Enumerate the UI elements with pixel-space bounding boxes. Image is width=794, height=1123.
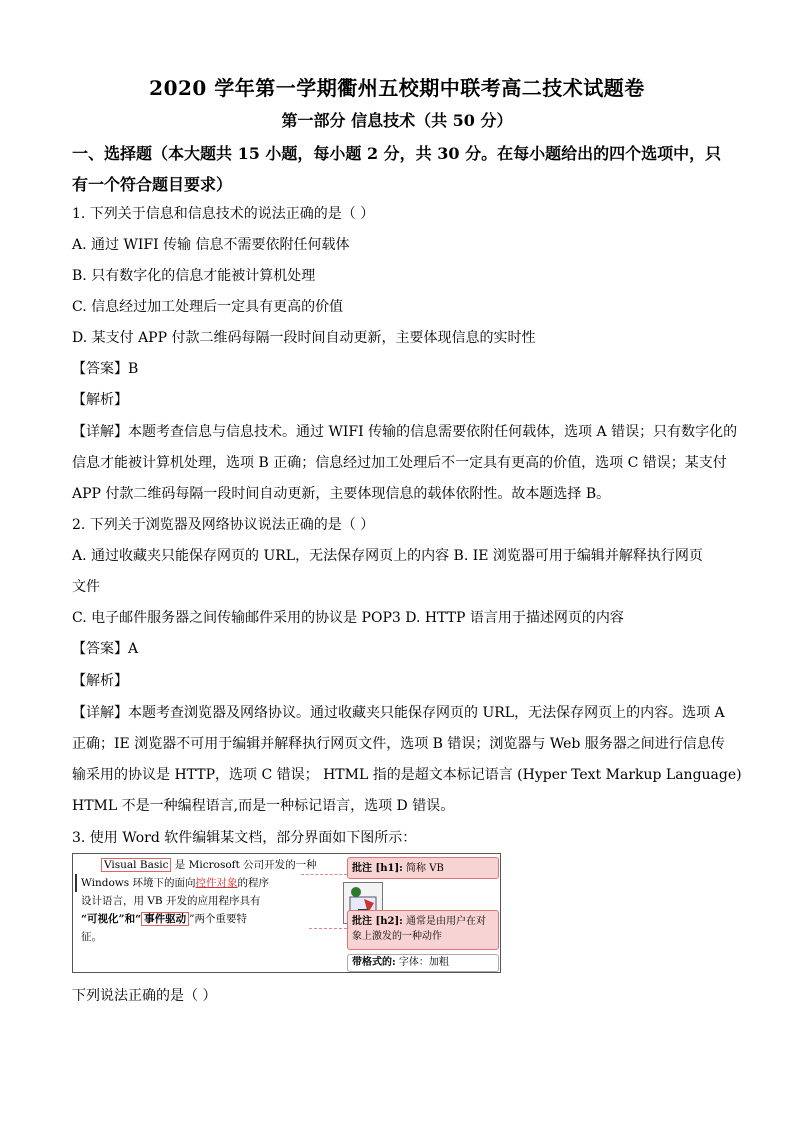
figure-document-text — [75, 856, 337, 946]
q2-analysis: 【解析】 — [72, 673, 128, 689]
q3-stem: 3. 使用 Word 软件编辑某文档，部分界面如下图所示： — [72, 830, 417, 846]
figure-highlight-event: 事件驱动 — [141, 912, 189, 926]
q1-option-c: C. 信息经过加工处理后一定具有更高的价值 — [72, 299, 344, 315]
figure-revision-mark: 控件对象 — [195, 877, 238, 889]
q2-detail-line1: 【详解】本题考查浏览器及网络协议。通过收藏夹只能保存网页的 URL，无法保存网页上的内容。选项 A — [72, 705, 725, 721]
q1-option-b: B. 只有数字化的信息才能被计算机处理 — [72, 268, 316, 284]
figure-highlight-vb: Visual Basic — [101, 858, 171, 872]
q1-detail-line1: 【详解】本题考查信息与信息技术。通过 WIFI 传输的信息需要依附任何载体，选项 A 错误；只有数字化的 — [72, 424, 738, 440]
q2-detail-line4: HTML 不是一种编程语言,而是一种标记语言，选项 D 错误。 — [72, 798, 455, 814]
format-change-box[interactable] — [347, 954, 499, 972]
q1-option-d: D. 某支付 APP 付款二维码每隔一段时间自动更新，主要体现信息的实时性 — [72, 330, 536, 346]
comment1-label: 批注 [h1]: — [352, 863, 403, 874]
q1-analysis: 【解析】 — [72, 392, 128, 408]
figure-text-line4a: “可视化”和“ — [81, 913, 142, 925]
part-subtitle: 第一部分 信息技术（共 50 分） — [281, 111, 513, 130]
exam-title: 2020 学年第一学期衢州五校期中联考高二技术试题卷 — [149, 76, 645, 100]
format-label: 带格式的: — [352, 957, 396, 968]
comment-box-h1[interactable] — [347, 857, 499, 879]
q2-options-cd: C. 电子邮件服务器之间传输邮件采用的协议是 POP3 D. HTTP 语言用于描述网页的内容 — [72, 610, 624, 626]
q2-stem: 2. 下列关于浏览器及网络协议说法正确的是（ ） — [72, 517, 375, 533]
comment-box-h2[interactable] — [347, 910, 499, 950]
comment2-label: 批注 [h2]: — [352, 916, 403, 927]
format-text: 字体：加粗 — [395, 957, 449, 968]
figure-text-line5: 征。 — [81, 931, 102, 943]
q3-followup: 下列说法正确的是（ ） — [72, 988, 217, 1004]
q2-detail-line3: 输采用的协议是 HTTP，选项 C 错误； HTML 指的是超文本标记语言 (Hyper Text Markup Language) — [72, 767, 742, 783]
q2-detail-line2: 正确；IE 浏览器不可用于编辑并解释执行网页文件，选项 B 错误；浏览器与 Web 服务器之间进行信息传 — [72, 736, 725, 752]
figure-text-line2c: 的程序 — [237, 877, 269, 889]
word-screenshot-figure — [72, 853, 501, 973]
comment2-text: 通常是由用户在对象上激发的一种动作 — [352, 916, 487, 942]
q1-answer: 【答案】B — [72, 361, 139, 377]
section-heading: 一、选择题（本大题共 15 小题，每小题 2 分，共 30 分。在每小题给出的四个选项中，只有一个符合题目要求） — [72, 144, 722, 194]
comment-connector-1 — [301, 874, 347, 875]
comment1-text: 简称 VB — [402, 863, 444, 874]
q1-stem: 1. 下列关于信息和信息技术的说法正确的是（ ） — [72, 206, 375, 222]
q1-detail-line2: 信息才能被计算机处理，选项 B 正确；信息经过加工处理后不一定具有更高的价值，选项 C 错误；某支付 — [72, 455, 727, 471]
comment-connector-2 — [309, 928, 347, 929]
figure-text-line2a: Windows 环境下的面向 — [81, 877, 196, 889]
figure-text-line3: 设计语言，用 VB 开发的应用程序具有 — [81, 895, 261, 907]
q2-options-ab-cont: 文件 — [72, 579, 100, 595]
q2-options-ab: A. 通过收藏夹只能保存网页的 URL，无法保存网页上的内容 B. IE 浏览器可用于编辑并解释执行网页 — [72, 548, 703, 564]
q1-option-a: A. 通过 WIFI 传输 信息不需要依附任何载体 — [72, 237, 350, 253]
figure-text-line4c: ”两个重要特 — [189, 913, 247, 925]
q1-detail-line3: APP 付款二维码每隔一段时间自动更新，主要体现信息的载体依附性。故本题选择 B。 — [72, 486, 611, 502]
q2-answer: 【答案】A — [72, 641, 139, 657]
figure-text-line1: 是 Microsoft 公司开发的一种 — [171, 859, 317, 871]
